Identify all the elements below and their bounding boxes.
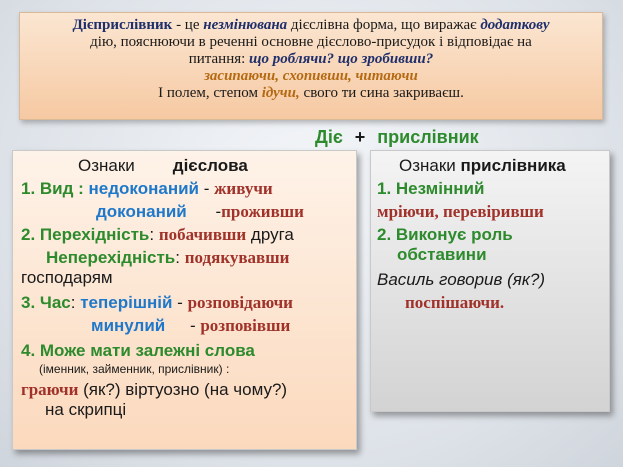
heading-verb: Діє <box>315 127 343 147</box>
adverb-example-word: поспішаючи. <box>405 293 505 312</box>
feature-dependent-example-end: на скрипці <box>45 400 127 419</box>
adverb-features-box <box>370 150 610 412</box>
heading-plus: + <box>354 127 366 147</box>
adverb-feature-unchangeable: 1. Незмінний <box>377 179 485 198</box>
formula-heading <box>315 127 515 148</box>
adverb-feature-role-cont: обставини <box>397 245 487 264</box>
definition-line-3: питання: що роблячи? що зробивши? <box>188 51 434 67</box>
feature-aspect-perfective: доконаний -проживши <box>96 202 304 221</box>
sentence-emphasis: ідучи, <box>261 85 300 101</box>
definition-box <box>19 12 603 120</box>
feature-dependent-note: (іменник, займенник, прислівник) : <box>39 362 230 376</box>
definition-line-2: дію, пояснюючи в реченні основне дієслово-присудок і відповідає на <box>90 34 532 50</box>
definition-examples: засипаючи, схопивши, читаючи <box>204 68 418 84</box>
feature-intransitivity-object: господарям <box>21 268 113 287</box>
feature-aspect: 1. Вид : недоконаний - живучи <box>21 179 273 198</box>
adverb-feature-unchangeable-example: мріючи, перевіривши <box>377 202 544 221</box>
verb-features-box <box>12 150 357 450</box>
definition-emphasis-2: додаткову <box>480 17 550 33</box>
definition-term: Дієприслівник <box>72 17 173 33</box>
feature-tense-past: минулий - розповівши <box>91 316 291 335</box>
feature-intransitivity: Неперехідність: подякувавши <box>46 248 290 267</box>
feature-transitivity: 2. Перехідність: побачивши друга <box>21 225 294 244</box>
definition-sentence: І полем, степом ідучи, свого ти сина закриваєш. <box>158 85 464 101</box>
feature-dependent-words: 4. Може мати залежні слова <box>21 341 255 360</box>
adverb-features-title: Ознаки прислівника <box>399 156 566 175</box>
definition-emphasis-1: незмінювана <box>203 17 288 33</box>
feature-tense: 3. Час: теперішній - розповідаючи <box>21 293 293 312</box>
adverb-feature-role: 2. Виконує роль <box>377 225 513 244</box>
definition-line-1: Дієприслівник - це незмінювана дієслівна форма, що виражає додаткову <box>72 17 550 33</box>
definition-questions: що роблячи? що зробивши? <box>249 51 434 67</box>
adverb-example-sentence: Василь говорив (як?) <box>377 270 545 289</box>
heading-adverb: прислівник <box>377 127 479 147</box>
verb-features-title: Ознаки дієслова <box>78 156 248 175</box>
feature-dependent-example: граючи (як?) віртуозно (на чому?) <box>21 380 288 399</box>
